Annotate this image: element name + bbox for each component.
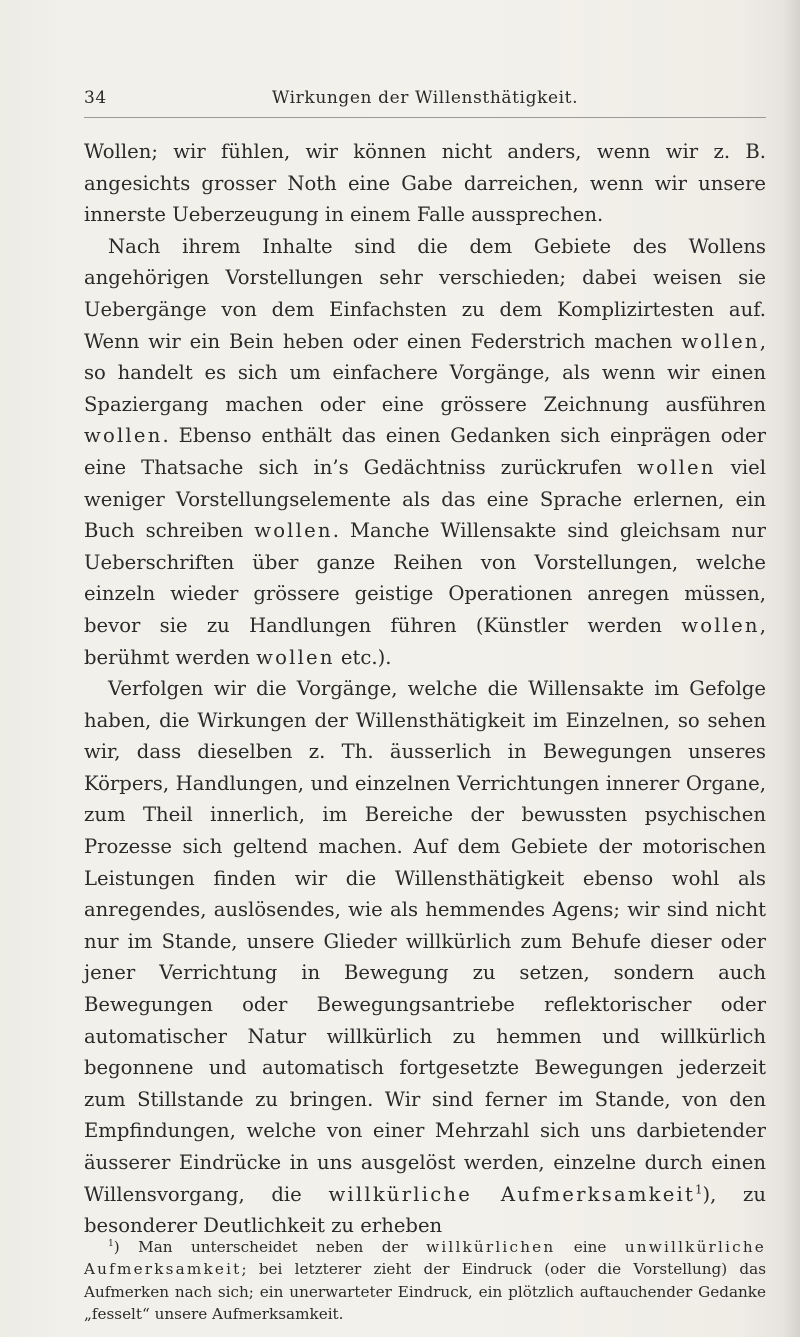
text-run: Verfolgen wir die Vorgänge, welche die Willensakte im Gefolge haben, die Wirkungen der Willensthätigkeit im Einzelnen, so sehen wir, dass dieselben z. Th. äusserlich in Bewegungen unseres Körpers, Handlungen, und einzelnen Verrichtungen innerer Organe, zum Theil innerlich, im Bereiche der bewussten psychischen Prozesse sich geltend machen. Auf dem Gebiete der motorischen Leistungen finden wir die Willensthätigkeit ebenso wohl als anregendes, auslösendes, wie als hemmendes Agens; wir sind nicht nur im Stande, unsere Glieder willkürlich zum Behufe dieser oder jener Verrichtung in Bewegung zu setzen, sondern auch Bewegungen oder Bewegungsantriebe reflektorischer oder automatischer Natur willkürlich zu hemmen und willkürlich begonnene und automatisch fortgesetzte Bewegungen jederzeit zum Stillstande zu bringen. Wir sind ferner im Stande, von den Empfindungen, welche von einer Mehrzahl sich uns darbietender äusserer Eindrücke in uns ausgelöst werden, einzelne durch einen Willensvorgang, die: [84, 677, 766, 1206]
page-number: 34: [84, 88, 107, 108]
text-run: viel weniger Vorstellungselemente als das eine Sprache erlernen, ein Buch schreiben: [84, 455, 766, 543]
paragraph-1: [84, 136, 766, 231]
paragraph-3: [84, 673, 766, 1242]
running-title: Wirkungen der Willensthätigkeit.: [271, 88, 579, 108]
text-run: Nach ihrem Inhalte sind die dem Gebiete des Wollens angehörigen Vorstellungen sehr verschieden; dabei weisen sie Uebergänge von dem Einfachsten zu dem Komplizirtesten auf. Wenn wir ein Bein heben oder einen Federstrich machen: [84, 234, 766, 353]
text-run: ; bei letzterer zieht der Eindruck (oder die Vorstellung) das Aufmerken nach sich; ein unerwarteter Eindruck, ein plötzlich auftauchender Gedanke „fesselt“ unsere Aufmerksamkeit.: [84, 1260, 766, 1324]
footnote-1: [84, 1236, 766, 1326]
text-run: . Manche Willensakte sind gleichsam nur Ueberschriften über ganze Reihen von Vorstellungen, welche einzeln wieder grössere geistige Operationen anregen müssen, bevor sie zu Handlungen führen (Künstler werden: [84, 519, 767, 637]
footnote-marker: 1: [108, 1238, 114, 1249]
footnote-area: [84, 1236, 766, 1326]
spaced-emphasis: wollen: [681, 613, 760, 637]
text-run: ) Man unterscheidet neben der: [113, 1238, 427, 1256]
page-edge-shadow: [782, 0, 800, 1337]
paragraph-2: [84, 231, 766, 673]
text-run: etc.).: [334, 645, 392, 669]
text-run: . Ebenso enthält das einen Gedanken sich einprägen oder eine Thatsache sich in’s Gedächtniss zurückrufen: [84, 424, 766, 479]
spaced-emphasis: willkürliche Aufmerksamkeit: [328, 1182, 696, 1206]
spaced-emphasis: willkürlichen: [426, 1238, 556, 1256]
text-run: Wollen; wir fühlen, wir können nicht anders, wenn wir z. B. angesichts grosser Noth eine Gabe darreichen, wenn wir unsere innerste Ueberzeugung in einem Falle aussprechen.: [84, 140, 766, 227]
spaced-emphasis: wollen: [637, 455, 716, 479]
page-header: [84, 88, 766, 116]
spaced-emphasis: wollen: [681, 329, 760, 353]
text-run: eine: [555, 1238, 625, 1256]
spaced-emphasis: unwillkürliche Aufmerksamkeit: [84, 1238, 766, 1279]
spaced-emphasis: wollen: [256, 645, 335, 669]
footnote-marker: 1: [695, 1182, 703, 1197]
text-run: , berühmt werden: [84, 613, 766, 669]
text-run: , so handelt es sich um einfachere Vorgänge, als wenn wir einen Spaziergang machen oder eine grössere Zeichnung ausführen: [84, 329, 766, 416]
body-text: [84, 136, 766, 1242]
spaced-emphasis: wollen: [254, 519, 333, 543]
text-run: ), zu besonderer Deutlichkeit zu erheben: [84, 1182, 766, 1238]
header-rule: [84, 117, 766, 118]
spaced-emphasis: wollen: [84, 424, 163, 448]
